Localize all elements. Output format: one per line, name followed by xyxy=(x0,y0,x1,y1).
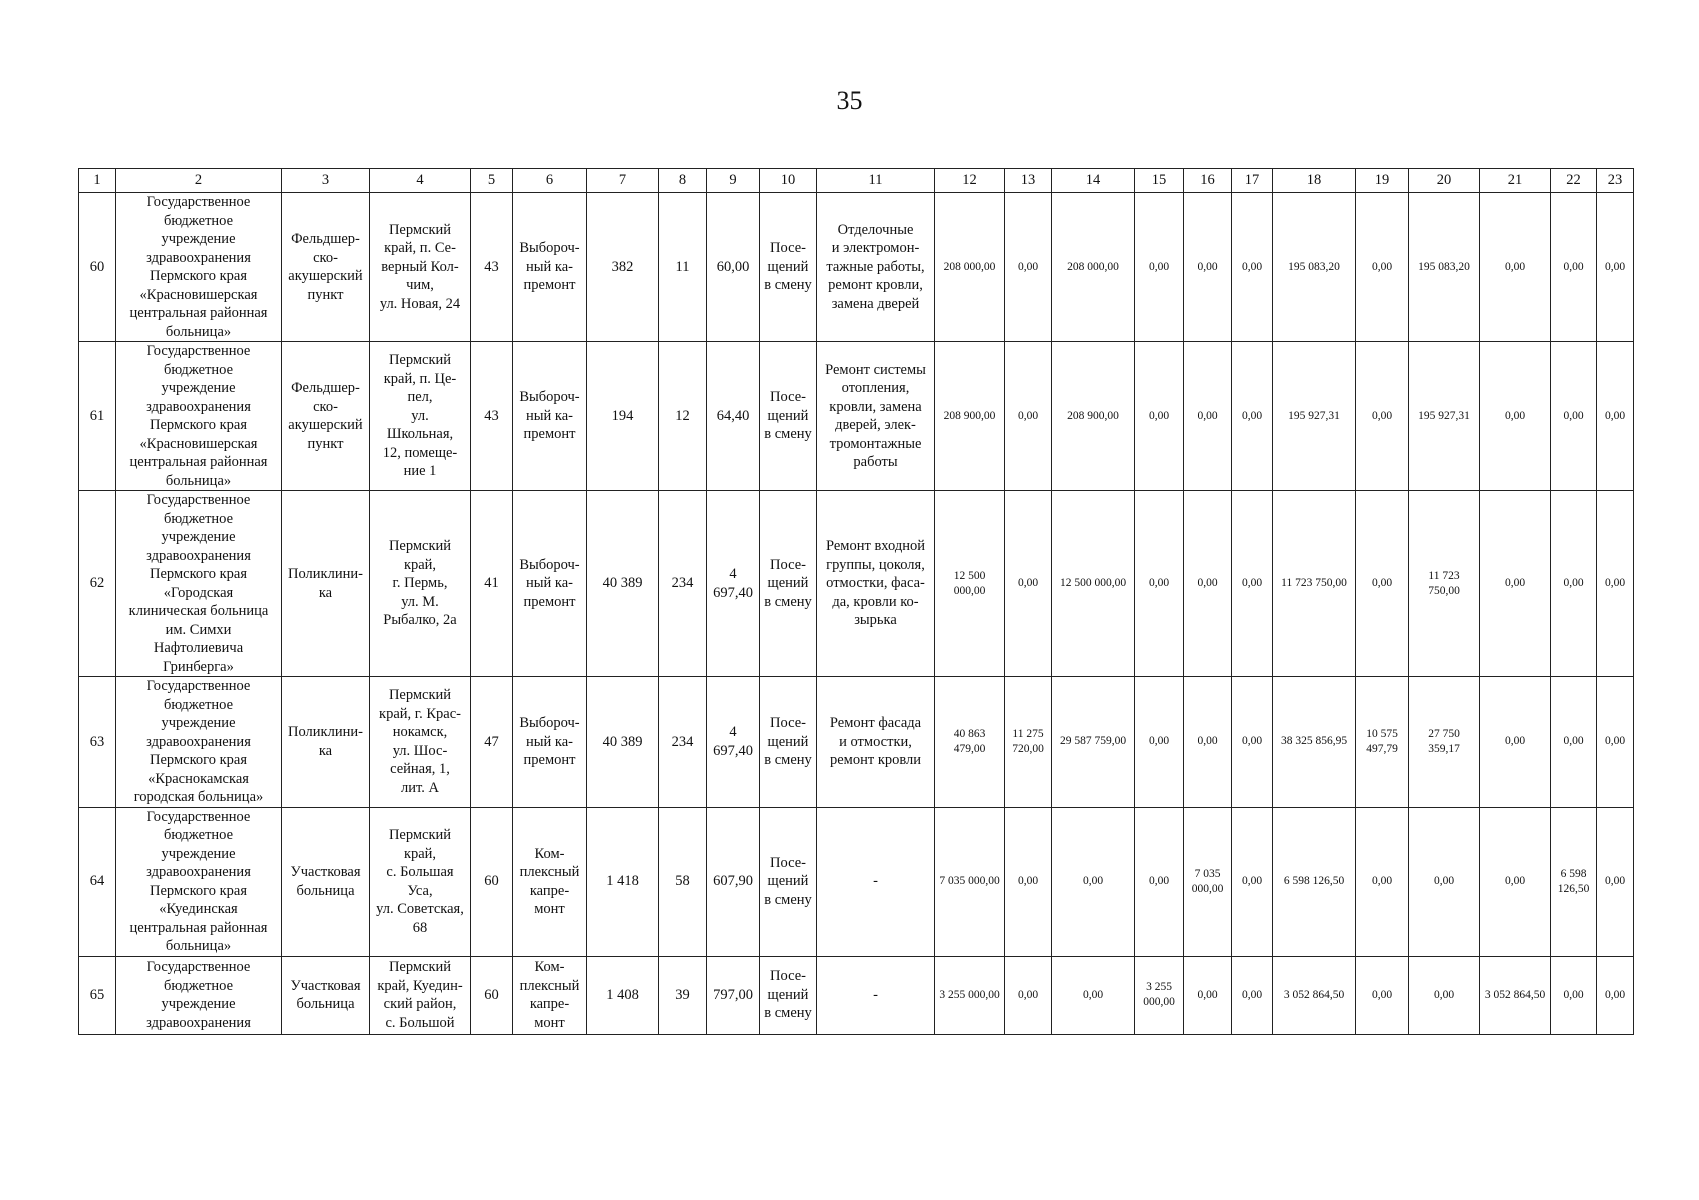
cell-col-1: 62 xyxy=(79,491,116,677)
cell-col-9: 4 697,40 xyxy=(707,491,760,677)
cell-col-23: 0,00 xyxy=(1597,491,1634,677)
cell-col-12: 40 863 479,00 xyxy=(935,677,1005,808)
cell-col-22: 0,00 xyxy=(1551,677,1597,808)
column-number-1: 1 xyxy=(79,169,116,193)
cell-col-4: Пермский край, г. Пермь, ул. М. Рыбалко, 2а xyxy=(370,491,471,677)
cell-col-15: 0,00 xyxy=(1135,491,1184,677)
column-number-14: 14 xyxy=(1052,169,1135,193)
cell-col-7: 40 389 xyxy=(587,677,659,808)
cell-col-2: Государственное бюджетное учреждение здравоохранения Пермского края «Городская клиническая больница им. Симхи Нафтолиевича Гринберга» xyxy=(116,491,282,677)
cell-col-18: 195 927,31 xyxy=(1273,342,1356,491)
cell-col-4: Пермский край, Куедин- ский район, с. Большой xyxy=(370,956,471,1034)
cell-col-11: - xyxy=(817,807,935,956)
cell-col-20: 27 750 359,17 xyxy=(1409,677,1480,808)
cell-col-18: 3 052 864,50 xyxy=(1273,956,1356,1034)
cell-col-21: 0,00 xyxy=(1480,491,1551,677)
cell-col-17: 0,00 xyxy=(1232,491,1273,677)
cell-col-18: 6 598 126,50 xyxy=(1273,807,1356,956)
column-number-15: 15 xyxy=(1135,169,1184,193)
cell-col-17: 0,00 xyxy=(1232,677,1273,808)
cell-col-21: 0,00 xyxy=(1480,193,1551,342)
cell-col-15: 0,00 xyxy=(1135,193,1184,342)
cell-col-9: 607,90 xyxy=(707,807,760,956)
cell-col-13: 0,00 xyxy=(1005,491,1052,677)
cell-col-12: 208 000,00 xyxy=(935,193,1005,342)
cell-col-5: 43 xyxy=(471,193,513,342)
cell-col-23: 0,00 xyxy=(1597,193,1634,342)
cell-col-2: Государственное бюджетное учреждение здравоохранения Пермского края «Куединская центральная районная больница» xyxy=(116,807,282,956)
cell-col-16: 0,00 xyxy=(1184,491,1232,677)
cell-col-3: Фельдшер- ско- акушерский пункт xyxy=(282,342,370,491)
repair-program-table xyxy=(78,168,1634,1035)
cell-col-12: 12 500 000,00 xyxy=(935,491,1005,677)
cell-col-15: 0,00 xyxy=(1135,342,1184,491)
column-number-23: 23 xyxy=(1597,169,1634,193)
cell-col-3: Поликлини- ка xyxy=(282,491,370,677)
table-row xyxy=(79,807,1634,956)
cell-col-10: Посе- щений в смену xyxy=(760,193,817,342)
cell-col-7: 1 418 xyxy=(587,807,659,956)
cell-col-10: Посе- щений в смену xyxy=(760,342,817,491)
cell-col-15: 0,00 xyxy=(1135,807,1184,956)
cell-col-17: 0,00 xyxy=(1232,193,1273,342)
column-number-21: 21 xyxy=(1480,169,1551,193)
cell-col-16: 7 035 000,00 xyxy=(1184,807,1232,956)
table-row xyxy=(79,342,1634,491)
cell-col-3: Участковая больница xyxy=(282,956,370,1034)
cell-col-21: 0,00 xyxy=(1480,807,1551,956)
cell-col-2: Государственное бюджетное учреждение здравоохранения xyxy=(116,956,282,1034)
cell-col-22: 0,00 xyxy=(1551,491,1597,677)
cell-col-11: - xyxy=(817,956,935,1034)
cell-col-18: 38 325 856,95 xyxy=(1273,677,1356,808)
column-number-4: 4 xyxy=(370,169,471,193)
cell-col-16: 0,00 xyxy=(1184,956,1232,1034)
cell-col-11: Ремонт фасада и отмостки, ремонт кровли xyxy=(817,677,935,808)
cell-col-14: 208 900,00 xyxy=(1052,342,1135,491)
cell-col-20: 0,00 xyxy=(1409,807,1480,956)
cell-col-9: 64,40 xyxy=(707,342,760,491)
cell-col-13: 0,00 xyxy=(1005,342,1052,491)
table-row xyxy=(79,677,1634,808)
cell-col-1: 63 xyxy=(79,677,116,808)
cell-col-10: Посе- щений в смену xyxy=(760,807,817,956)
cell-col-23: 0,00 xyxy=(1597,677,1634,808)
cell-col-13: 0,00 xyxy=(1005,956,1052,1034)
cell-col-20: 195 927,31 xyxy=(1409,342,1480,491)
cell-col-8: 11 xyxy=(659,193,707,342)
cell-col-16: 0,00 xyxy=(1184,342,1232,491)
cell-col-5: 43 xyxy=(471,342,513,491)
column-number-7: 7 xyxy=(587,169,659,193)
cell-col-15: 0,00 xyxy=(1135,677,1184,808)
cell-col-5: 47 xyxy=(471,677,513,808)
cell-col-7: 382 xyxy=(587,193,659,342)
cell-col-4: Пермский край, п. Се- верный Кол- чим, ул. Новая, 24 xyxy=(370,193,471,342)
cell-col-18: 195 083,20 xyxy=(1273,193,1356,342)
cell-col-16: 0,00 xyxy=(1184,193,1232,342)
cell-col-1: 64 xyxy=(79,807,116,956)
cell-col-3: Поликлини- ка xyxy=(282,677,370,808)
column-number-20: 20 xyxy=(1409,169,1480,193)
cell-col-7: 1 408 xyxy=(587,956,659,1034)
cell-col-8: 39 xyxy=(659,956,707,1034)
cell-col-8: 58 xyxy=(659,807,707,956)
column-number-2: 2 xyxy=(116,169,282,193)
cell-col-16: 0,00 xyxy=(1184,677,1232,808)
cell-col-19: 0,00 xyxy=(1356,342,1409,491)
cell-col-8: 234 xyxy=(659,677,707,808)
cell-col-14: 29 587 759,00 xyxy=(1052,677,1135,808)
cell-col-22: 0,00 xyxy=(1551,193,1597,342)
column-number-row xyxy=(79,169,1634,193)
cell-col-9: 797,00 xyxy=(707,956,760,1034)
cell-col-23: 0,00 xyxy=(1597,342,1634,491)
cell-col-21: 0,00 xyxy=(1480,677,1551,808)
cell-col-13: 0,00 xyxy=(1005,807,1052,956)
cell-col-8: 12 xyxy=(659,342,707,491)
cell-col-13: 11 275 720,00 xyxy=(1005,677,1052,808)
column-number-12: 12 xyxy=(935,169,1005,193)
column-number-16: 16 xyxy=(1184,169,1232,193)
column-number-5: 5 xyxy=(471,169,513,193)
table-row xyxy=(79,193,1634,342)
cell-col-20: 11 723 750,00 xyxy=(1409,491,1480,677)
cell-col-12: 3 255 000,00 xyxy=(935,956,1005,1034)
column-number-13: 13 xyxy=(1005,169,1052,193)
cell-col-7: 40 389 xyxy=(587,491,659,677)
cell-col-5: 60 xyxy=(471,807,513,956)
cell-col-10: Посе- щений в смену xyxy=(760,491,817,677)
cell-col-12: 208 900,00 xyxy=(935,342,1005,491)
cell-col-1: 60 xyxy=(79,193,116,342)
column-number-10: 10 xyxy=(760,169,817,193)
cell-col-6: Выбороч- ный ка- премонт xyxy=(513,193,587,342)
cell-col-20: 0,00 xyxy=(1409,956,1480,1034)
cell-col-21: 3 052 864,50 xyxy=(1480,956,1551,1034)
cell-col-12: 7 035 000,00 xyxy=(935,807,1005,956)
column-number-17: 17 xyxy=(1232,169,1273,193)
cell-col-21: 0,00 xyxy=(1480,342,1551,491)
column-number-18: 18 xyxy=(1273,169,1356,193)
cell-col-4: Пермский край, с. Большая Уса, ул. Советская, 68 xyxy=(370,807,471,956)
column-number-8: 8 xyxy=(659,169,707,193)
table-row xyxy=(79,956,1634,1034)
cell-col-3: Фельдшер- ско- акушерский пункт xyxy=(282,193,370,342)
cell-col-9: 4 697,40 xyxy=(707,677,760,808)
cell-col-22: 6 598 126,50 xyxy=(1551,807,1597,956)
cell-col-22: 0,00 xyxy=(1551,956,1597,1034)
cell-col-19: 0,00 xyxy=(1356,807,1409,956)
cell-col-19: 0,00 xyxy=(1356,193,1409,342)
cell-col-19: 10 575 497,79 xyxy=(1356,677,1409,808)
cell-col-2: Государственное бюджетное учреждение здравоохранения Пермского края «Красновишерская центральная районная больница» xyxy=(116,193,282,342)
cell-col-23: 0,00 xyxy=(1597,956,1634,1034)
cell-col-23: 0,00 xyxy=(1597,807,1634,956)
cell-col-15: 3 255 000,00 xyxy=(1135,956,1184,1034)
cell-col-10: Посе- щений в смену xyxy=(760,956,817,1034)
page-number: 35 xyxy=(836,86,863,115)
cell-col-17: 0,00 xyxy=(1232,807,1273,956)
cell-col-14: 208 000,00 xyxy=(1052,193,1135,342)
cell-col-14: 0,00 xyxy=(1052,807,1135,956)
cell-col-18: 11 723 750,00 xyxy=(1273,491,1356,677)
cell-col-6: Ком- плексный капре- монт xyxy=(513,956,587,1034)
cell-col-17: 0,00 xyxy=(1232,956,1273,1034)
column-number-19: 19 xyxy=(1356,169,1409,193)
cell-col-14: 12 500 000,00 xyxy=(1052,491,1135,677)
column-number-6: 6 xyxy=(513,169,587,193)
cell-col-4: Пермский край, п. Це- пел, ул. Школьная, 12, помеще- ние 1 xyxy=(370,342,471,491)
cell-col-1: 61 xyxy=(79,342,116,491)
column-number-9: 9 xyxy=(707,169,760,193)
cell-col-22: 0,00 xyxy=(1551,342,1597,491)
cell-col-3: Участковая больница xyxy=(282,807,370,956)
cell-col-14: 0,00 xyxy=(1052,956,1135,1034)
cell-col-19: 0,00 xyxy=(1356,956,1409,1034)
cell-col-2: Государственное бюджетное учреждение здравоохранения Пермского края «Красновишерская центральная районная больница» xyxy=(116,342,282,491)
cell-col-7: 194 xyxy=(587,342,659,491)
cell-col-10: Посе- щений в смену xyxy=(760,677,817,808)
cell-col-8: 234 xyxy=(659,491,707,677)
cell-col-19: 0,00 xyxy=(1356,491,1409,677)
cell-col-5: 60 xyxy=(471,956,513,1034)
cell-col-20: 195 083,20 xyxy=(1409,193,1480,342)
column-number-11: 11 xyxy=(817,169,935,193)
table-row xyxy=(79,491,1634,677)
column-number-22: 22 xyxy=(1551,169,1597,193)
cell-col-11: Ремонт входной группы, цоколя, отмостки, фаса- да, кровли ко- зырька xyxy=(817,491,935,677)
cell-col-6: Выбороч- ный ка- премонт xyxy=(513,491,587,677)
cell-col-11: Отделочные и электромон- тажные работы, ремонт кровли, замена дверей xyxy=(817,193,935,342)
cell-col-4: Пермский край, г. Крас- нокамск, ул. Шос- сейная, 1, лит. А xyxy=(370,677,471,808)
cell-col-9: 60,00 xyxy=(707,193,760,342)
cell-col-13: 0,00 xyxy=(1005,193,1052,342)
cell-col-11: Ремонт системы отопления, кровли, замена дверей, элек- тромонтажные работы xyxy=(817,342,935,491)
cell-col-1: 65 xyxy=(79,956,116,1034)
cell-col-6: Выбороч- ный ка- премонт xyxy=(513,342,587,491)
cell-col-2: Государственное бюджетное учреждение здравоохранения Пермского края «Краснокамская городская больница» xyxy=(116,677,282,808)
cell-col-6: Ком- плексный капре- монт xyxy=(513,807,587,956)
cell-col-17: 0,00 xyxy=(1232,342,1273,491)
cell-col-5: 41 xyxy=(471,491,513,677)
column-number-3: 3 xyxy=(282,169,370,193)
cell-col-6: Выбороч- ный ка- премонт xyxy=(513,677,587,808)
